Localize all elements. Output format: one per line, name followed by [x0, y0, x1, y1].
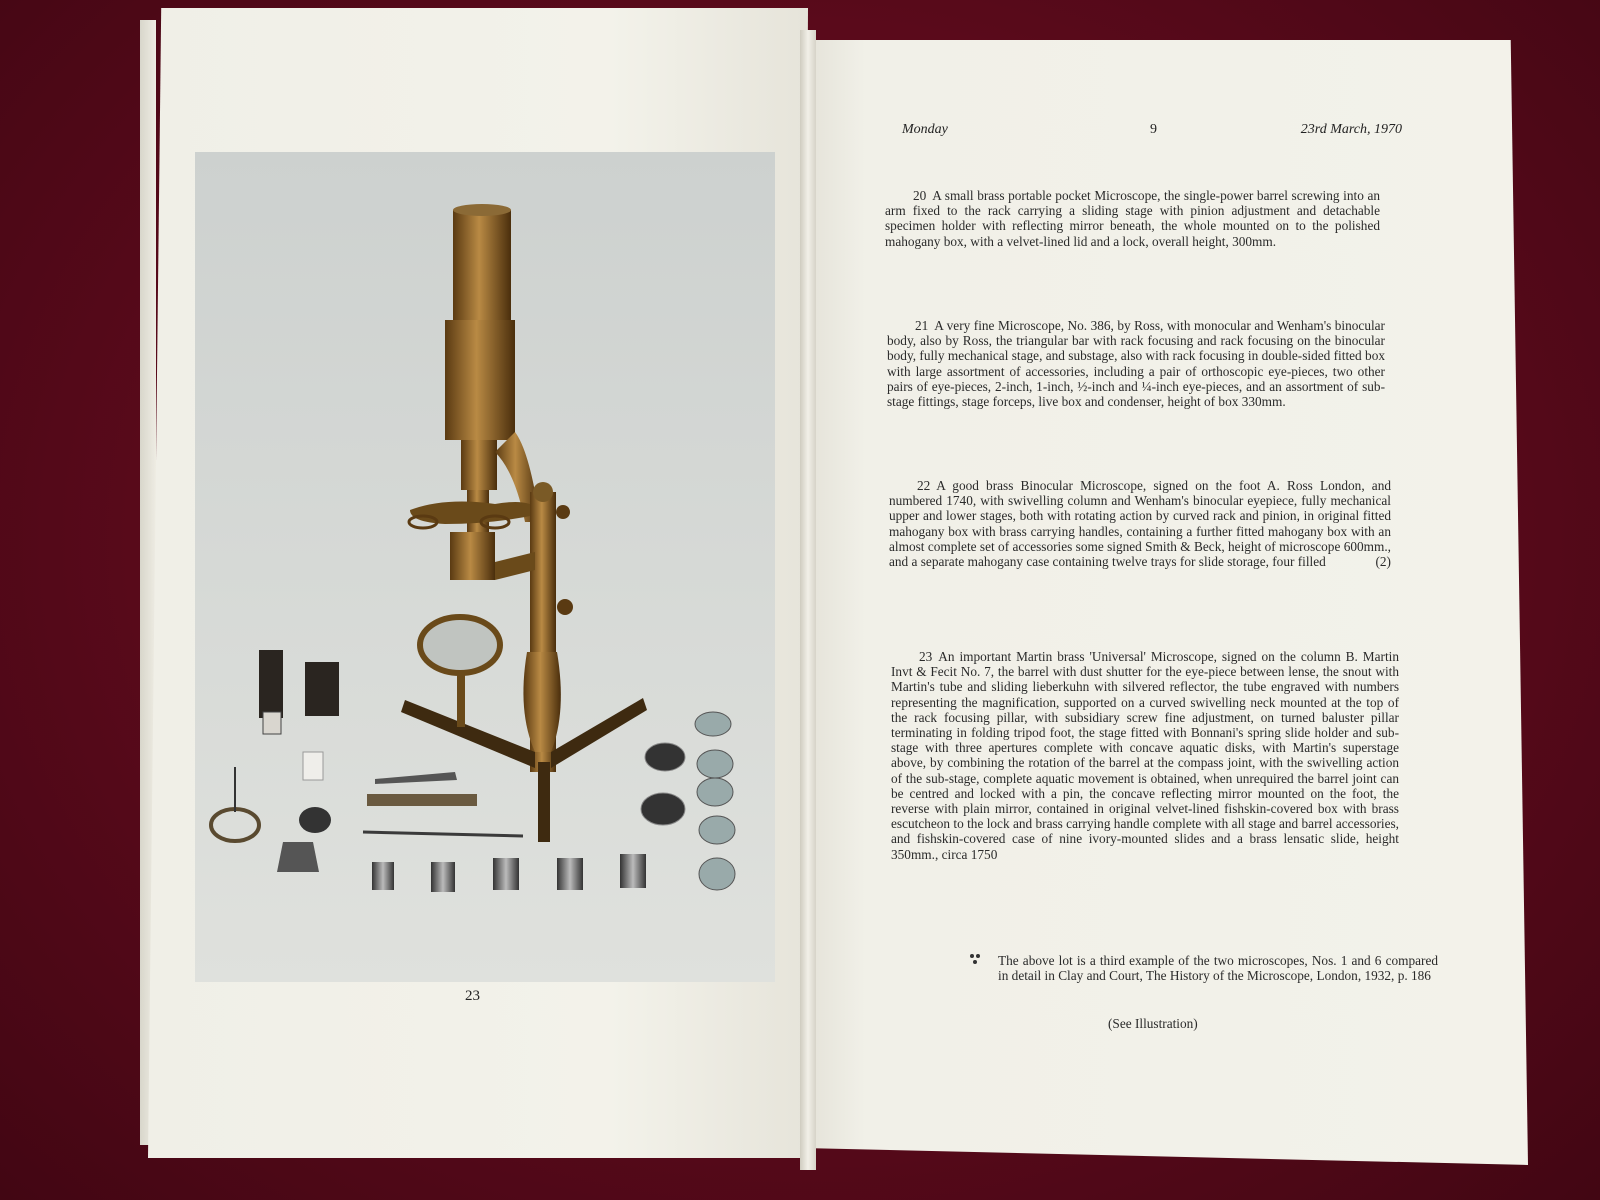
header-page-number: 9 — [1150, 122, 1157, 137]
book-spine — [800, 30, 816, 1170]
trefoil-bullet-icon — [968, 952, 982, 966]
header-day: Monday — [902, 122, 948, 137]
lot-description: A very fine Microscope, No. 386, by Ross, with monocular and Wenham's binocular body, also by Ross, the triangular bar with rack focusing and rack focusing on the binocular body, fully mechanical stage, and substage, also with rack focusing in double-sided fitted box with large assortment of accessories, including a pair of orthoscopic eye-pieces, two other pairs of eye-pieces, 2-inch, 1-inch, ½-inch and ¼-inch eye-pieces, and an assortment of sub-stage fittings, stage forceps, live box and condenser, height of box 330mm. — [887, 318, 1385, 410]
lot-23 — [891, 649, 1399, 862]
see-illustration: (See Illustration) — [1108, 1016, 1198, 1031]
microscope-photograph — [195, 152, 775, 982]
header-date: 23rd March, 1970 — [1300, 122, 1402, 137]
lot-note: The above lot is a third example of the two microscopes, Nos. 1 and 6 compared in detail in Clay and Court, The History of the Microscope, London, 1932, p. 186 — [998, 953, 1438, 984]
lot-22 — [889, 478, 1391, 569]
plate-number: 23 — [465, 988, 480, 1004]
lot-description: An important Martin brass 'Universal' Microscope, signed on the column B. Martin Invt & Fecit No. 7, the barrel with dust shutter for the eye-piece between lense, the snout with Martin's tube and sliding lieberkuhn with silvered reflector, the tube engraved with numbers representing the magnification, supported on a curved swivelling neck mounted at the top of the rack focusing pillar, with subsidiary screw fine adjustment, on turned baluster pillar terminating in folding tripod foot, the stage fitted with Bonnani's spring slide holder and sub-stage with three apertures complete with concave aquatic disks, with Martin's superstage above, by combining the rotation of the barrel at the compass joint, with the swivelling action of the sub-stage, complete aquatic movement is obtained, when unrequired the barrel joint can be centred and locked with a pin, the concave reflecting mirror mounted on the foot, the reverse with plain mirror, contained in original velvet-lined fishskin-covered box with brass escutcheon to the lock and brass carrying handle complete with all stage and barrel accessories, and fishskin-covered case of nine ivory-mounted slides and a brass lensatic slide, height 350mm., circa 1750 — [891, 649, 1399, 862]
lot-number: 21 — [915, 318, 929, 333]
lot-20 — [885, 188, 1380, 249]
lot-description: A small brass portable pocket Microscope, the single-power barrel screwing into an arm fixed to the rack carrying a sliding stage with pinion adjustment and detachable specimen holder with reflecting mirror beneath, the whole mounted on to the polished mahogany box, with a velvet-lined lid and a lock, overall height, 300mm. — [885, 188, 1380, 249]
lot-number: 22 — [917, 478, 931, 493]
lot-number: 20 — [913, 188, 927, 203]
lot-21 — [887, 318, 1385, 409]
page-header — [902, 122, 1402, 142]
lot-number: 23 — [919, 649, 933, 664]
lot-quantity: (2) — [1375, 554, 1391, 570]
lot-description: A good brass Binocular Microscope, signed on the foot A. Ross London, and numbered 1740, with swivelling column and Wenham's binocular eyepiece, fully mechanical upper and lower stages, both with rotating action by curved rack and pinion, in original fitted mahogany box with brass carrying handles, containing a further fitted mahogany box with an almost complete set of accessories some signed Smith & Beck, height of microscope 600mm., and a separate mahogany case containing twelve trays for slide storage, four filled — [889, 478, 1391, 570]
